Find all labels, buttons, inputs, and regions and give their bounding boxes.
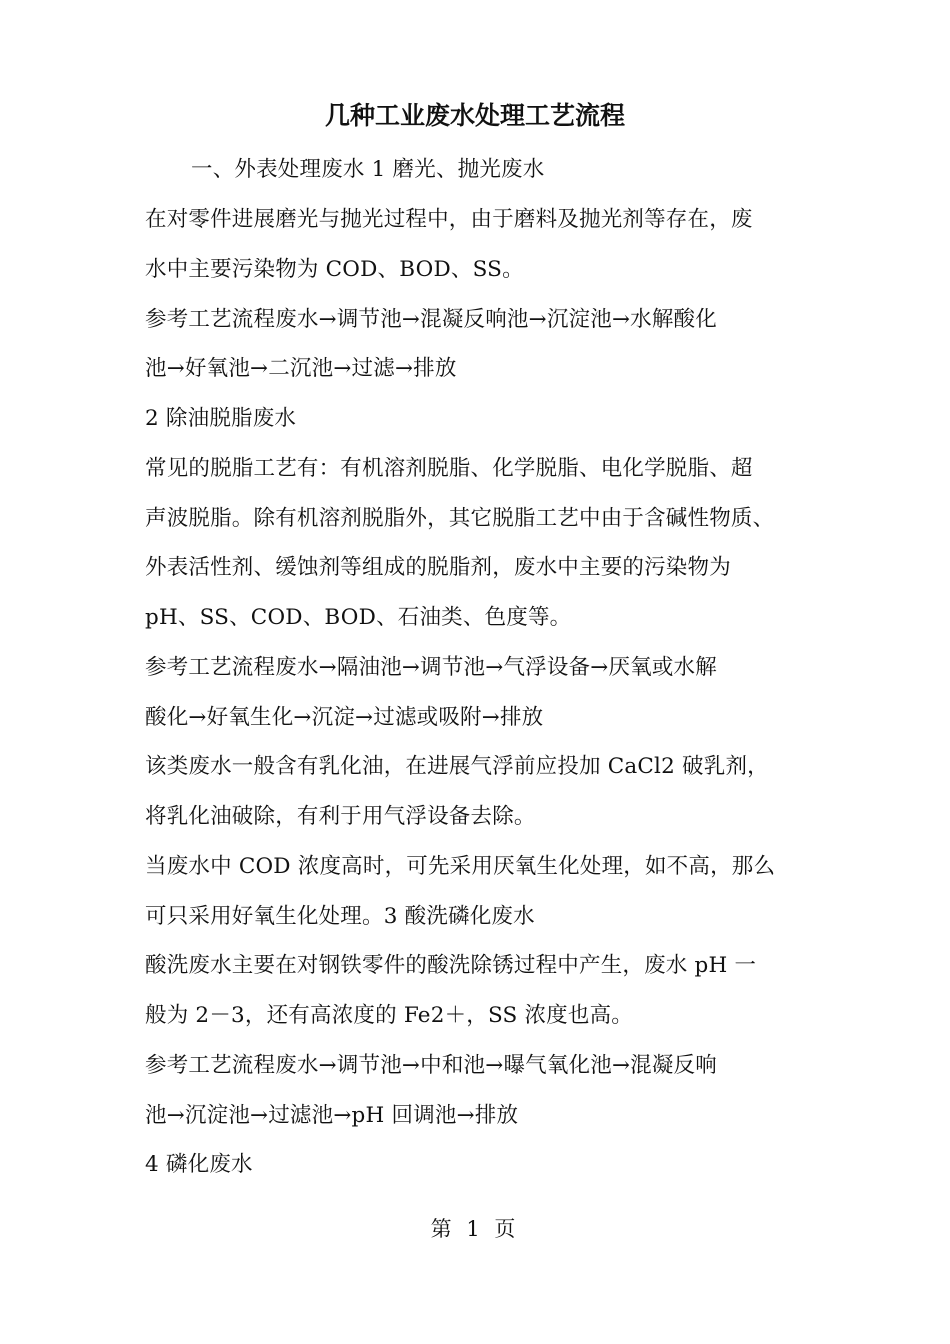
paragraph-line: 常见的脱脂工艺有：有机溶剂脱脂、化学脱脂、电化学脱脂、超 (145, 456, 753, 481)
paragraph-line: 声波脱脂。除有机溶剂脱脂外，其它脱脂工艺中由于含碱性物质、 (145, 506, 775, 531)
paragraph-line: 将乳化油破除，有利于用气浮设备去除。 (145, 804, 536, 829)
section-heading: 2 除油脱脂废水 (145, 406, 297, 431)
section-heading: 4 磷化废水 (145, 1152, 253, 1177)
paragraph-line: 池→沉淀池→过滤池→pH 回调池→排放 (145, 1103, 519, 1128)
paragraph-line: 可只采用好氧生化处理。3 酸洗磷化废水 (145, 904, 535, 929)
paragraph-line: 该类废水一般含有乳化油，在进展气浮前应投加 CaCl2 破乳剂， (145, 754, 769, 779)
paragraph-line: 酸化→好氧生化→沉淀→过滤或吸附→排放 (145, 705, 544, 730)
paragraph-line: 参考工艺流程废水→调节池→混凝反响池→沉淀池→水解酸化 (145, 307, 717, 332)
paragraph-line: 水中主要污染物为 COD、BOD、SS。 (145, 257, 524, 282)
paragraph-line: pH、SS、COD、BOD、石油类、色度等。 (145, 605, 572, 630)
page-number: 第 1 页 (430, 1217, 520, 1241)
paragraph-line: 一、外表处理废水 1 磨光、抛光废水 (191, 157, 545, 182)
paragraph-line: 当废水中 COD 浓度高时，可先采用厌氧生化处理，如不高，那么 (145, 854, 776, 879)
paragraph-line: 般为 2－3，还有高浓度的 Fe2＋，SS 浓度也高。 (145, 1003, 633, 1028)
document-title: 几种工业废水处理工艺流程 (324, 101, 625, 130)
paragraph-line: 酸洗废水主要在对钢铁零件的酸洗除锈过程中产生，废水 pH 一 (145, 953, 757, 978)
paragraph-line: 外表活性剂、缓蚀剂等组成的脱脂剂，废水中主要的污染物为 (145, 555, 731, 580)
paragraph-line: 池→好氧池→二沉池→过滤→排放 (145, 356, 457, 381)
paragraph-line: 参考工艺流程废水→隔油池→调节池→气浮设备→厌氧或水解 (145, 655, 717, 680)
paragraph-line: 在对零件进展磨光与抛光过程中，由于磨料及抛光剂等存在，废 (145, 207, 753, 232)
paragraph-line: 参考工艺流程废水→调节池→中和池→曝气氧化池→混凝反响 (145, 1053, 717, 1078)
